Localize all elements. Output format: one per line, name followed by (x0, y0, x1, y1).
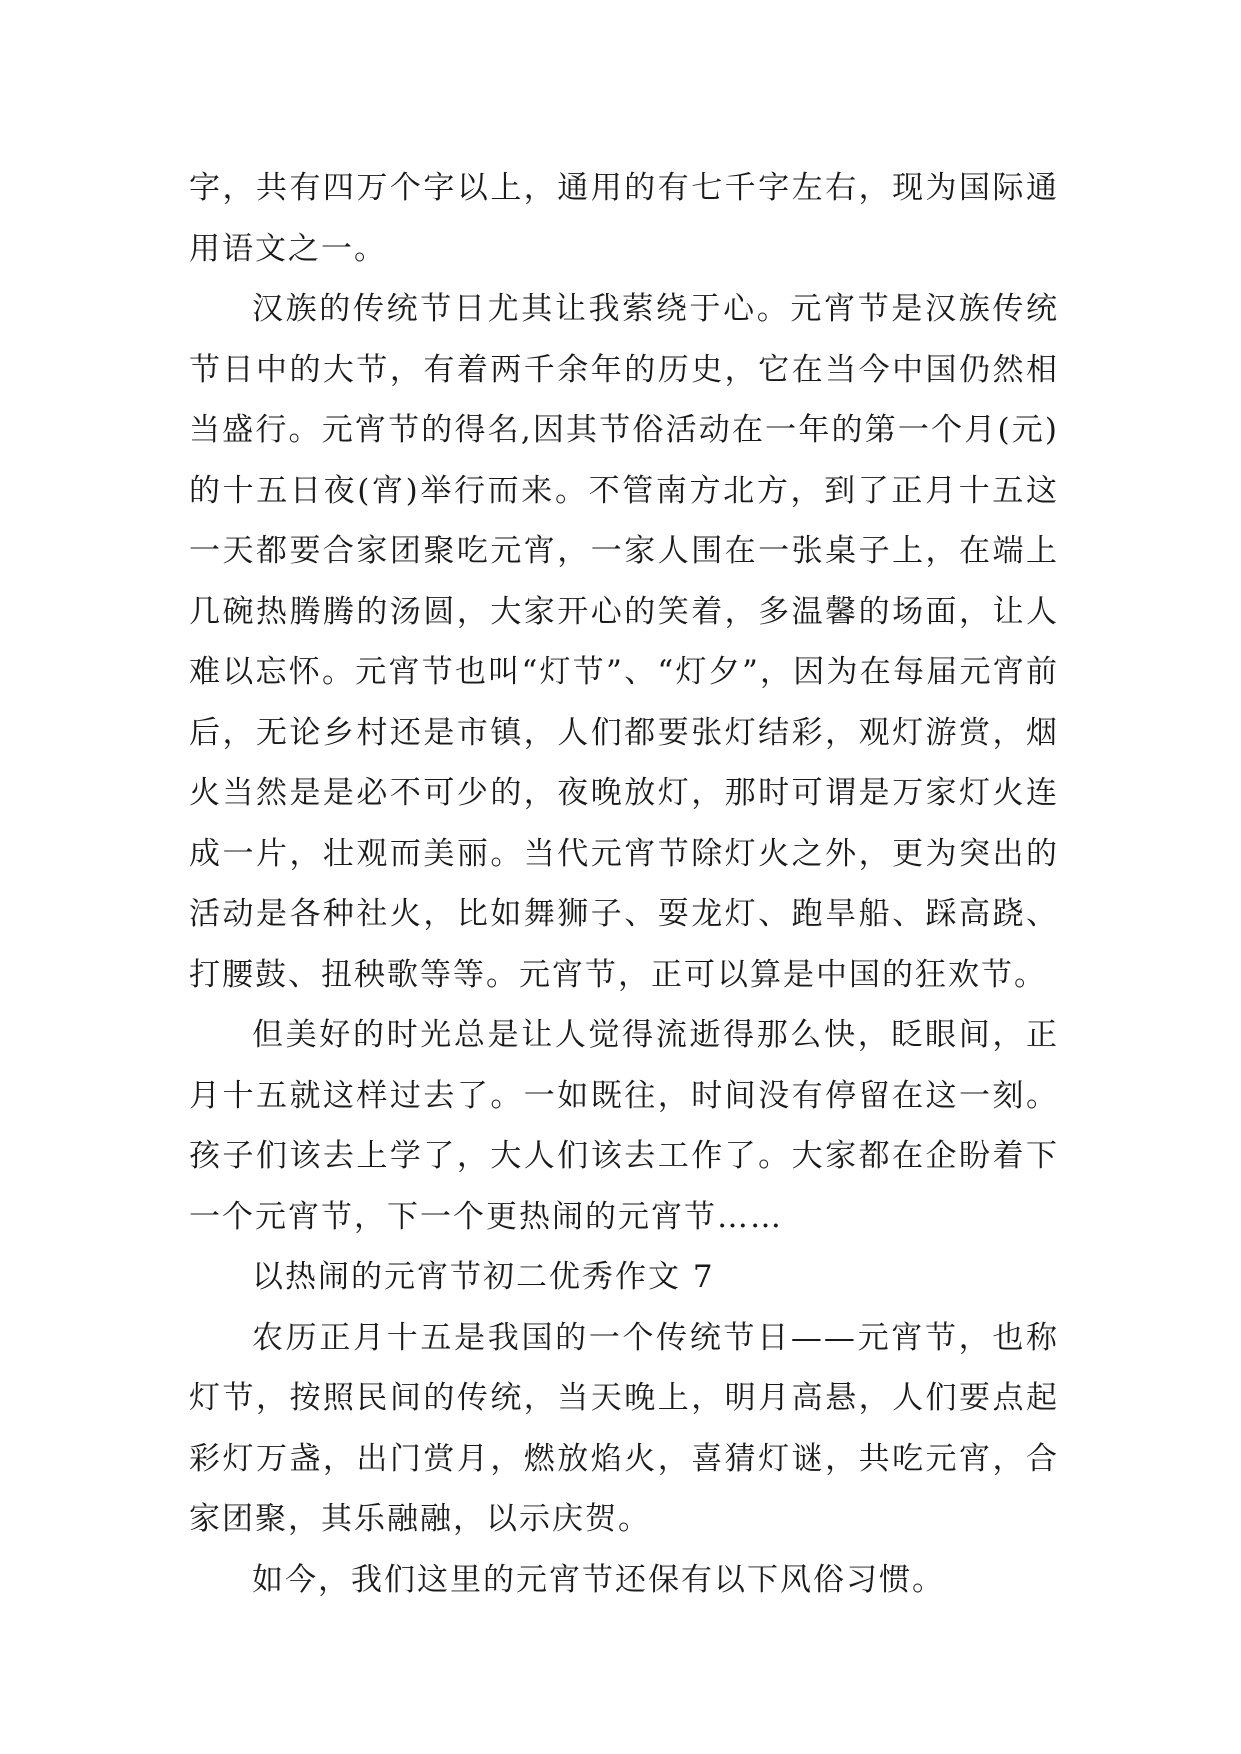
paragraph-lantern-festival: 汉族的传统节日尤其让我萦绕于心。元宵节是汉族传统节日中的大节，有着两千余年的历史，它在当今中国仍然相当盛行。元宵节的得名,因其节俗活动在一年的第一个月(元)的十五日夜(宵)举行而来。不管南方北方，到了正月十五这一天都要合家团聚吃元宵，一家人围在一张桌子上，在端上几碗热腾腾的汤圆，大家开心的笑着，多温馨的场面，让人难以忘怀。元宵节也叫“灯节”、“灯夕”，因为在每届元宵前后，无论乡村还是市镇，人们都要张灯结彩，观灯游赏，烟火当然是是必不可少的，夜晚放灯，那时可谓是万家灯火连成一片，壮观而美丽。当代元宵节除灯火之外，更为突出的活动是各种社火，比如舞狮子、耍龙灯、跑旱船、踩高跷、打腰鼓、扭秧歌等等。元宵节，正可以算是中国的狂欢节。 (189, 291, 1059, 993)
paragraph-customs-intro: 如今，我们这里的元宵节还保有以下风俗习惯。 (252, 1561, 945, 1598)
document-body (189, 158, 1059, 1610)
paragraph-time-passing: 但美好的时光总是让人觉得流逝得那么快，眨眼间，正月十五就这样过去了。一如既往，时间没有停留在这一刻。孩子们该去上学了，大人们该去工作了。大家都在企盼着下一个元宵节，下一个更热闹的元宵节…… (189, 1017, 1059, 1235)
paragraph-continuation: 字，共有四万个字以上，通用的有七千字左右，现为国际通用语文之一。 (189, 170, 1059, 267)
paragraph-traditions: 农历正月十五是我国的一个传统节日——元宵节，也称灯节，按照民间的传统，当天晚上，明月高悬，人们要点起彩灯万盏，出门赏月，燃放焰火，喜猜灯谜，共吃元宵，合家团聚，其乐融融，以示庆贺。 (189, 1319, 1059, 1537)
essay-title: 以热闹的元宵节初二优秀作文 7 (252, 1259, 715, 1295)
